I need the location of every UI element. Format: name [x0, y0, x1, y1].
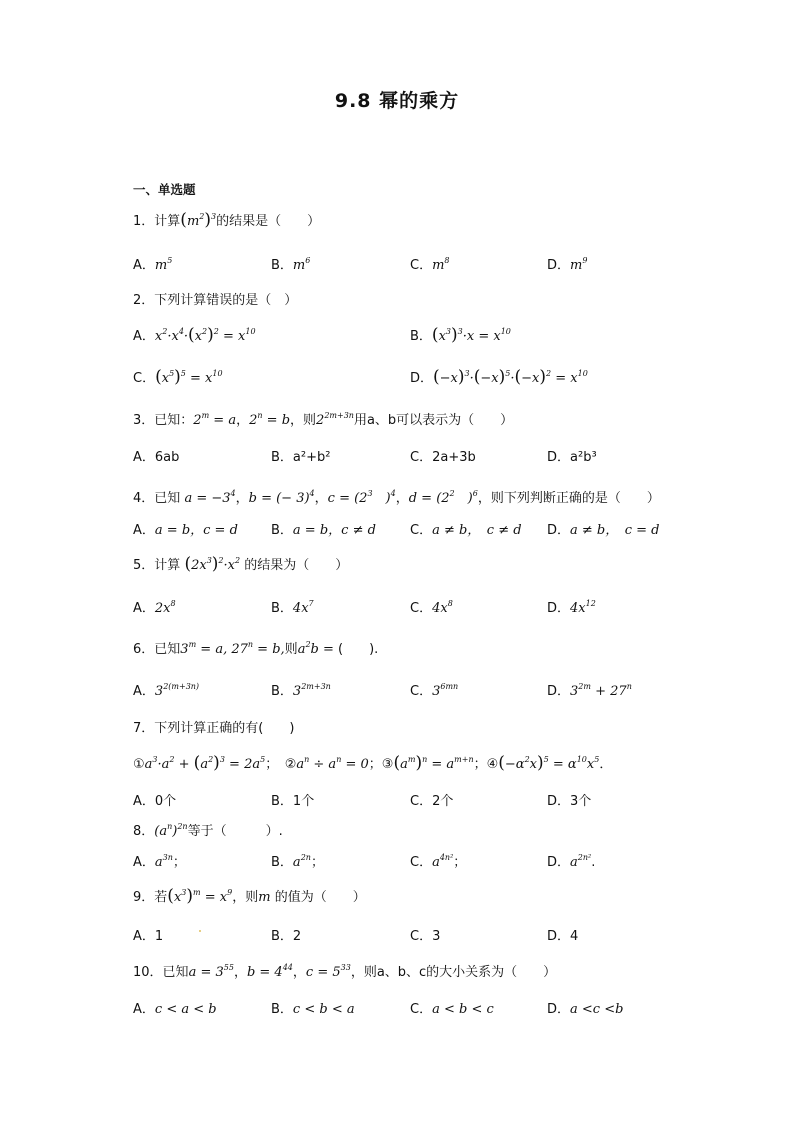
q7-option-b[interactable]: B．1个: [271, 794, 315, 809]
q7-statements: $①a^3\cdot a^2 + (a^2)^3 = 2a^5$； $②a^n \div a^n = 0$；$③(a^m)^n = a^{m+n}$；$④(-\alpha^2x)^5 = \alpha^{10}x^5$．: [133, 753, 613, 773]
q6-option-b[interactable]: B．$3^{2m+3n}$: [271, 682, 331, 699]
q1-option-c[interactable]: C．$m^8$: [410, 256, 450, 273]
q9-option-b[interactable]: B．2: [271, 929, 302, 944]
section-heading: 一、单选题: [133, 182, 196, 197]
q7-option-a[interactable]: A．0个: [133, 794, 177, 809]
q2-option-b[interactable]: B．$(x^3)^3\cdot x = x^{10}$: [410, 325, 511, 345]
q4-option-d[interactable]: D．a ≠ b， c = d: [547, 523, 660, 538]
question-3: 3．已知：$2^m = a$，$2^n = b$，则$2^{2m+3n}$用a、b可以表示为（ ）: [133, 411, 514, 428]
q8-option-a[interactable]: A．$a^{3n}$；: [133, 853, 186, 870]
q10-option-b[interactable]: B．c < b < a: [271, 1002, 355, 1017]
q3-option-a[interactable]: A．6ab: [133, 450, 180, 465]
question-10: 10．已知$a = 3^{55}$，$b = 4^{44}$，$c = 5^{33}$，则a、b、c的大小关系为（ ）: [133, 963, 557, 980]
q10-option-a[interactable]: A．c < a < b: [133, 1002, 217, 1017]
q3-option-b[interactable]: B．a²+b²: [271, 450, 331, 465]
question-7: 7．下列计算正确的有( ): [133, 721, 295, 736]
q10-option-d[interactable]: D．a <c <b: [547, 1002, 624, 1017]
q6-option-a[interactable]: A．$3^{2(m+3n)}$: [133, 682, 200, 699]
question-2: 2．下列计算错误的是（ ）: [133, 293, 298, 308]
q2-option-c[interactable]: C．$(x^5)^5 = x^{10}$: [133, 367, 223, 387]
q5-option-b[interactable]: B．$4x^7$: [271, 599, 314, 616]
q6-option-c[interactable]: C．$3^{6mn}$: [410, 682, 459, 699]
question-9: 9．若$(x^3)^m = x^9$，则m 的值为（ ）: [133, 886, 366, 906]
q9-option-d[interactable]: D．4: [547, 929, 579, 944]
q5-option-a[interactable]: A．$2x^8$: [133, 599, 176, 616]
q2-option-d[interactable]: D．$(-x)^3\cdot(-x)^5\cdot(-x)^2 = x^{10}$: [410, 367, 588, 387]
question-8: 8．$(a^n)^{2n}$等于（ ）.: [133, 822, 283, 839]
q9-option-a[interactable]: A．1: [133, 929, 164, 944]
q6-option-d[interactable]: D．$3^{2m} + 27^n$: [547, 682, 632, 699]
q5-option-d[interactable]: D．$4x^{12}$: [547, 599, 596, 616]
q1-option-d[interactable]: D．$m^9$: [547, 256, 588, 273]
question-5: 5．计算 $(2x^3)^2\cdot x^2$ 的结果为（ ）: [133, 554, 349, 574]
q8-option-b[interactable]: B．$a^{2n}$；: [271, 853, 324, 870]
q4-option-b[interactable]: B．a = b，c ≠ d: [271, 523, 376, 538]
stray-dot: [199, 930, 201, 932]
question-4: 4．已知 $a = -3^4$，b = (− 3)$^4$，$c = (2^3$ )$^4$，$d = (2^2$ )$^6$，则下列判断正确的是（ ）: [133, 489, 660, 506]
q9-option-c[interactable]: C．3: [410, 929, 441, 944]
q1-option-a[interactable]: A．$m^5$: [133, 256, 173, 273]
page-title: 9.8 幂的乘方: [334, 90, 460, 112]
q7-option-d[interactable]: D．3个: [547, 794, 592, 809]
question-1: 1．计算$(m^2)^3$的结果是（ ）: [133, 210, 321, 230]
q7-option-c[interactable]: C．2个: [410, 794, 454, 809]
q10-option-c[interactable]: C．a < b < c: [410, 1002, 494, 1017]
q1-option-b[interactable]: B．$m^6$: [271, 256, 311, 273]
q8-option-c[interactable]: C．$a^{4n^2}$；: [410, 853, 467, 870]
q8-option-d[interactable]: D．$a^{2n^2}$.: [547, 853, 596, 870]
q3-option-d[interactable]: D．a²b³: [547, 450, 597, 465]
q2-option-a[interactable]: A．$x^2\cdot x^4\cdot(x^2)^2 = x^{10}$: [133, 325, 256, 345]
q3-option-c[interactable]: C．2a+3b: [410, 450, 476, 465]
q4-option-c[interactable]: C．a ≠ b， c ≠ d: [410, 523, 522, 538]
question-6: 6．已知$3^m = a$, $27^n = b$,则$a^2b$ = ( ).: [133, 640, 379, 657]
q4-option-a[interactable]: A．a = b，c = d: [133, 523, 238, 538]
q5-option-c[interactable]: C．$4x^8$: [410, 599, 453, 616]
